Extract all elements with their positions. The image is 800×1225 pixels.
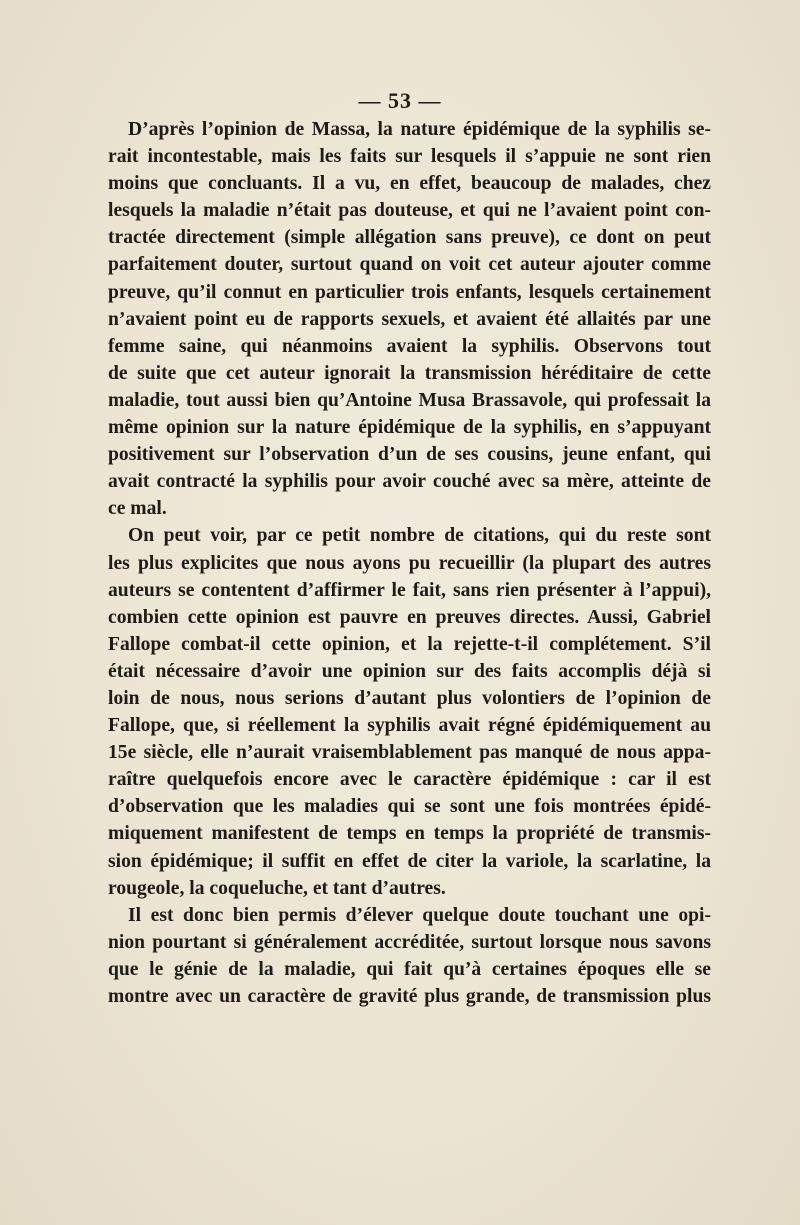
text-line: ce mal. [108,498,167,520]
text-line: miquement manifestent de temps en temps la propriété de transmis- [108,823,711,845]
paragraph-3 [108,902,711,1010]
text-line: D’après l’opinion de Massa, la nature épidémique de la syphilis se- [128,119,711,140]
text-line: preuve, qu’il connut en particulier trois enfants, lesquels certainement [108,281,711,303]
body-text [108,116,711,1010]
text-line: n’avaient point eu de rapports sexuels, et avaient été allaités par une [108,308,711,330]
text-line: nion pourtant si généralement accréditée, surtout lorsque nous savons [108,931,711,953]
text-line: auteurs se contentent d’affirmer le fait, sans rien présenter à l’appui), [108,579,711,601]
text-line: femme saine, qui néanmoins avaient la syphilis. Observons tout [108,335,711,357]
text-line: était nécessaire d’avoir une opinion sur des faits accomplis déjà si [108,660,711,682]
page-number: — 53 — [358,88,442,113]
text-line: On peut voir, par ce petit nombre de citations, qui du reste sont [128,525,711,547]
text-line: même opinion sur la nature épidémique de la syphilis, en s’appuyant [108,417,711,439]
text-line: Fallope, que, si réellement la syphilis avait régné épidémiquement au [108,715,711,737]
paragraph-2 [108,522,711,901]
text-line: moins que concluants. Il a vu, en effet, beaucoup de malades, chez [108,173,711,195]
text-line: rait incontestable, mais les faits sur lesquels il s’appuie ne sont rien [108,146,711,168]
text-line: loin de nous, nous serions d’autant plus volontiers de l’opinion de [108,687,711,709]
text-line: que le génie de la maladie, qui fait qu’à certaines époques elle se [108,958,711,980]
text-line: tractée directement (simple allégation sans preuve), ce dont on peut [108,227,711,249]
text-line: lesquels la maladie n’était pas douteuse, et qui ne l’avaient point con- [108,200,711,222]
paragraph-1 [108,116,711,522]
text-line: Fallope combat-il cette opinion, et la rejette-t-il complétement. S’il [108,633,711,655]
text-line: montre avec un caractère de gravité plus grande, de transmission plus [108,986,711,1007]
text-line: sion épidémique; il suffit en effet de citer la variole, la scarlatine, la [108,850,711,872]
text-line: d’observation que les maladies qui se sont une fois montrées épidé- [108,796,711,818]
text-line: de suite que cet auteur ignorait la transmission héréditaire de cette [108,362,711,384]
text-line: parfaitement douter, surtout quand on voit cet auteur ajouter comme [108,254,711,276]
text-line: avait contracté la syphilis pour avoir couché avec sa mère, atteinte de [108,471,711,493]
text-line: raître quelquefois encore avec le caractère épidémique : car il est [108,769,711,791]
text-line: maladie, tout aussi bien qu’Antoine Musa Brassavole, qui professait la [108,389,711,411]
text-line: les plus explicites que nous ayons pu recueillir (la plupart des autres [108,552,711,574]
text-line: rougeole, la coqueluche, et tant d’autres. [108,877,446,899]
text-line: positivement sur l’observation d’un de ses cousins, jeune enfant, qui [108,444,711,466]
text-line: combien cette opinion est pauvre en preuves directes. Aussi, Gabriel [108,606,711,628]
text-line: 15e siècle, elle n’aurait vraisemblablement pas manqué de nous appa- [108,742,711,764]
text-line: Il est donc bien permis d’élever quelque doute touchant une opi- [128,904,711,926]
